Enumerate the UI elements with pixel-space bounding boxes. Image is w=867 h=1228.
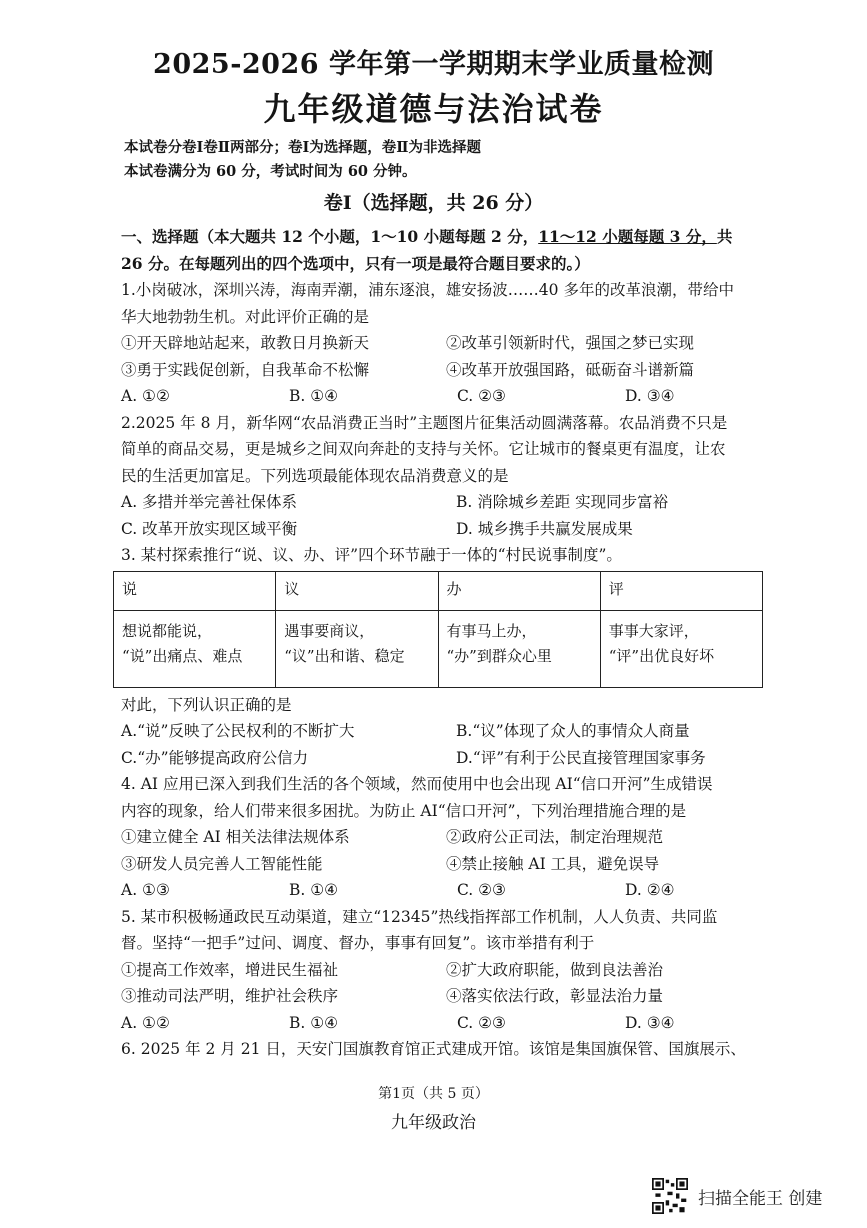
table-header-cell: 议 — [276, 571, 438, 610]
q2-options-row1 — [121, 489, 793, 516]
table-header-row — [114, 571, 763, 610]
q3-options-row2 — [121, 745, 793, 772]
q1-statement-1: ①开天辟地站起来，敢教日月换新天 — [121, 334, 370, 352]
q4-option-a: A. ①③ — [121, 881, 170, 899]
q4-statement-2: ②政府公正司法，制定治理规范 — [446, 828, 664, 846]
q5-statement-2: ②扩大政府职能，做到良法善治 — [446, 960, 664, 979]
section-heading-line2: 26 分。在每题列出的四个选项中，只有一项是最符合题目要求的。） — [121, 253, 590, 273]
q4-option-c: C. ②③ — [457, 881, 506, 899]
qr-code-icon — [652, 1178, 688, 1214]
table-cell: 事事大家评， “评”出优良好坏 — [600, 610, 762, 687]
q2-option-b: B. 消除城乡差距 实现同步富裕 — [456, 493, 669, 511]
table-header-cell: 说 — [114, 571, 276, 610]
q4-statement-3: ③研发人员完善人工智能性能 — [121, 854, 323, 873]
volume-title: 卷Ⅰ（选择题，共 26 分） — [323, 192, 544, 214]
q3-stem-line2: 对此，下列认识正确的是 — [121, 695, 292, 714]
q1-statements-row2 — [121, 357, 793, 384]
q5-statement-4: ④落实依法行政，彰显法治力量 — [446, 987, 664, 1005]
q5-option-a: A. ①② — [121, 1013, 170, 1032]
q2-stem-line1: 2.2025 年 8 月，新华网“农品消费正当时”主题图片征集活动圆满落幕。农品消费不只是 — [121, 413, 728, 432]
q5-statement-3: ③推动司法严明，维护社会秩序 — [121, 987, 339, 1005]
q3-option-b: B.“议”体现了众人的事情众人商量 — [456, 722, 690, 740]
scanner-watermark: 扫描全能王 创建 — [698, 1189, 823, 1209]
q3-option-a: A.“说”反映了公民权利的不断扩大 — [121, 722, 355, 740]
q4-stem-line1: 4. AI 应用已深入到我们生活的各个领域，然而使用中也会出现 AI“信口开河”生成错误 — [121, 775, 713, 793]
table-cell: 遇事要商议， “议”出和谐、稳定 — [276, 610, 438, 687]
table-cell: 有事马上办， “办”到群众心里 — [438, 610, 600, 687]
q1-option-d: D. ③④ — [625, 387, 675, 405]
q5-statements-row2 — [121, 983, 793, 1010]
q5-stem-line1: 5. 某市积极畅通政民互动渠道，建立“12345”热线指挥部工作机制，人人负责、共同监 — [121, 907, 718, 926]
q4-statement-4: ④禁止接触 AI 工具，避免误导 — [446, 854, 660, 873]
q5-option-d: D. ③④ — [625, 1013, 675, 1032]
q6-stem-line1: 6. 2025 年 2 月 21 日，天安门国旗教育馆正式建成开馆。该馆是集国旗保管、国旗展示、 — [121, 1040, 746, 1058]
q5-statement-1: ①提高工作效率，增进民生福祉 — [121, 960, 339, 979]
table-header-cell: 办 — [438, 571, 600, 610]
q3-system-table — [113, 571, 763, 688]
q2-stem-line2: 简单的商品交易，更是城乡之间双向奔赴的支持与关怀。它让城市的餐桌更有温度，让农 — [121, 440, 726, 458]
q1-option-b: B. ①④ — [289, 387, 339, 405]
intro-line-2: 本试卷满分为 60 分，考试时间为 60 分钟。 — [124, 163, 417, 180]
q4-statement-1: ①建立健全 AI 相关法律法规体系 — [121, 828, 350, 846]
q5-options — [121, 1010, 793, 1037]
q3-stem-line1: 3. 某村探索推行“说、议、办、评”四个环节融于一体的“村民说事制度”。 — [121, 546, 622, 564]
q4-option-d: D. ②④ — [625, 881, 675, 899]
q1-stem-line1: 1.小岗破冰，深圳兴涛，海南弄潮，浦东逐浪，雄安扬波……40 多年的改革浪潮，带给中 — [121, 281, 734, 299]
intro-line-1: 本试卷分卷Ⅰ卷Ⅱ两部分；卷Ⅰ为选择题，卷Ⅱ为非选择题 — [124, 139, 482, 156]
q1-option-a: A. ①② — [121, 387, 170, 405]
exam-subtitle: 九年级道德与法治试卷 — [263, 90, 604, 128]
q4-stem-line2: 内容的现象，给人们带来很多困扰。为防止 AI“信口开河”，下列治理措施合理的是 — [121, 801, 687, 820]
q2-option-d: D. 城乡携手共赢发展成果 — [456, 519, 633, 538]
q1-options — [121, 383, 793, 410]
page-number: 第1页（共 5 页） — [378, 1086, 489, 1102]
q1-option-c: C. ②③ — [457, 387, 506, 405]
q1-statement-2: ②改革引领新时代，强国之梦已实现 — [446, 334, 695, 352]
q5-statements-row1 — [121, 957, 793, 984]
q3-options-row1 — [121, 718, 793, 745]
q3-option-c: C.“办”能够提高政府公信力 — [121, 748, 309, 767]
q1-statement-3: ③勇于实践促创新，自我革命不松懈 — [121, 360, 370, 379]
q2-stem-line3: 民的生活更加富足。下列选项最能体现农品消费意义的是 — [121, 466, 509, 485]
exam-title: 2025-2026 学年第一学期期末学业质量检测 — [153, 49, 714, 80]
q4-statements-row2 — [121, 851, 793, 878]
q5-option-b: B. ①④ — [289, 1013, 339, 1032]
table-header-cell: 评 — [600, 571, 762, 610]
q2-options-row2 — [121, 516, 793, 543]
q5-option-c: C. ②③ — [457, 1013, 506, 1032]
q1-statements-row1 — [121, 330, 793, 357]
subject-label: 九年级政治 — [391, 1113, 476, 1133]
q2-option-c: C. 改革开放实现区域平衡 — [121, 519, 298, 538]
q1-statement-4: ④改革开放强国路，砥砺奋斗谱新篇 — [446, 360, 695, 379]
q5-stem-line2: 督。坚持“一把手”过问、调度、督办，事事有回复”。该市举措有利于 — [121, 934, 595, 952]
q4-statements-row1 — [121, 824, 793, 851]
question-body — [121, 224, 793, 1063]
q2-option-a: A. 多措并举完善社保体系 — [121, 493, 298, 511]
q3-option-d: D.“评”有利于公民直接管理国家事务 — [456, 748, 706, 767]
table-cell: 想说都能说， “说”出痛点、难点 — [114, 610, 276, 687]
q1-stem-line2: 华大地勃勃生机。对此评价正确的是 — [121, 307, 370, 326]
q4-options — [121, 877, 793, 904]
table-row — [114, 610, 763, 687]
q4-option-b: B. ①④ — [289, 881, 339, 899]
section-heading: 一、选择题（本大题共 12 个小题，1～10 小题每题 2 分，11～12 小题每题 3 分，共 — [121, 227, 733, 246]
